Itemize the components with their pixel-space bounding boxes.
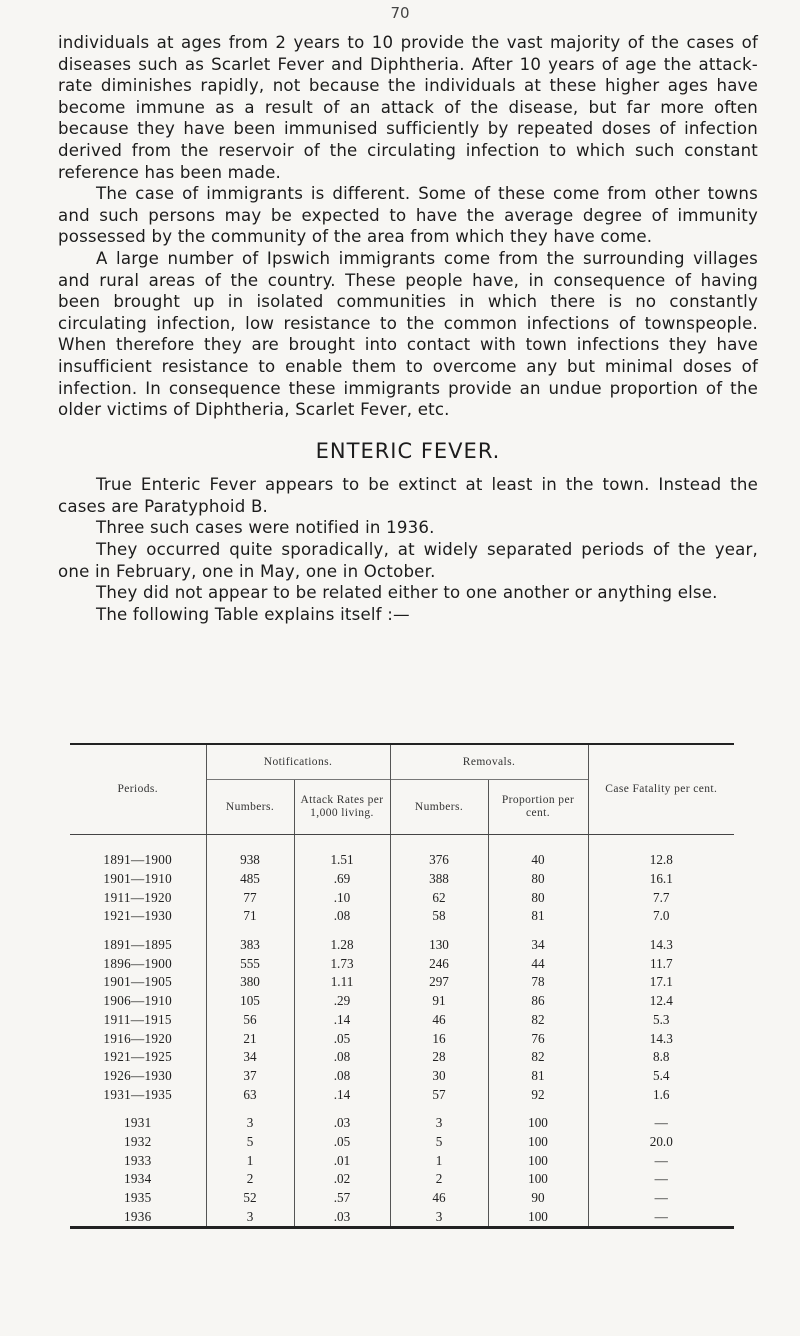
paragraph: A large number of Ipswich immigrants come from the surrounding villages and rural areas of the country. These people have, in consequence of having been brought up in isolated communities in which there is no constantly circulating infection, low resistance to the common infections of townspeople. When therefore they are brought into contact with town infections they have insufficient resistance to enable them to overcome any but minimal doses of infection. In consequence these immigrants provide an undue proportion of the older victims of Diphtheria, Scarlet Fever, etc. bbox=[58, 248, 758, 420]
removals-cell: 376 bbox=[390, 851, 488, 870]
attack-rate-cell: .14 bbox=[294, 1011, 390, 1030]
case-fatality-cell: — bbox=[588, 1189, 734, 1208]
proportion-cell: 81 bbox=[488, 1067, 588, 1086]
period-cell: 1891—1895 bbox=[103, 937, 173, 953]
removals-cell: 5 bbox=[390, 1133, 488, 1152]
numbers-cell: 52 bbox=[206, 1189, 294, 1208]
paragraph: The following Table explains itself :— bbox=[96, 604, 410, 624]
table-row bbox=[70, 954, 734, 973]
proportion-cell: 80 bbox=[488, 870, 588, 889]
period-cell: 1936 bbox=[123, 1208, 152, 1224]
proportion-cell: 34 bbox=[488, 936, 588, 955]
period-cell: 1931 bbox=[123, 1115, 152, 1131]
removals-cell: 46 bbox=[390, 1011, 488, 1030]
attack-rate-cell: .29 bbox=[294, 992, 390, 1011]
table-row bbox=[70, 870, 734, 889]
numbers-cell: 77 bbox=[206, 888, 294, 907]
data-table bbox=[70, 745, 734, 1226]
removals-cell: 28 bbox=[390, 1048, 488, 1067]
case-fatality-cell: 5.3 bbox=[588, 1011, 734, 1030]
paragraph: They did not appear to be related either to one another or anything else. bbox=[96, 583, 718, 603]
case-fatality-cell: 7.7 bbox=[588, 888, 734, 907]
case-fatality-cell: 5.4 bbox=[588, 1067, 734, 1086]
period-cell: 1921—1930 bbox=[103, 908, 173, 924]
table-row bbox=[70, 1189, 734, 1208]
section-heading: ENTERIC FEVER. bbox=[315, 438, 501, 463]
period-cell: 1916—1920 bbox=[103, 1030, 173, 1046]
group-spacer bbox=[70, 926, 734, 936]
case-fatality-cell: 12.8 bbox=[588, 851, 734, 870]
case-fatality-cell: 8.8 bbox=[588, 1048, 734, 1067]
period-cell: 1926—1930 bbox=[103, 1067, 173, 1083]
numbers-cell: 383 bbox=[206, 936, 294, 955]
removals-cell: 246 bbox=[390, 954, 488, 973]
numbers-cell: 21 bbox=[206, 1029, 294, 1048]
period-cell: 1911—1920 bbox=[103, 889, 172, 905]
table-row bbox=[70, 1133, 734, 1152]
numbers-cell: 105 bbox=[206, 992, 294, 1011]
enteric-fever-table bbox=[70, 743, 734, 1229]
proportion-cell: 40 bbox=[488, 851, 588, 870]
period-cell: 1911—1915 bbox=[103, 1011, 172, 1027]
table-row bbox=[70, 907, 734, 926]
period-cell: 1891—1900 bbox=[103, 852, 173, 868]
removals-cell: 2 bbox=[390, 1170, 488, 1189]
period-cell: 1931—1935 bbox=[103, 1086, 173, 1102]
period-cell: 1901—1905 bbox=[103, 974, 173, 990]
proportion-cell: 82 bbox=[488, 1011, 588, 1030]
removals-cell: 62 bbox=[390, 888, 488, 907]
table-row bbox=[70, 1114, 734, 1133]
case-fatality-cell: — bbox=[588, 1207, 734, 1226]
notification-numbers-header: Numbers. bbox=[206, 780, 294, 835]
removals-cell: 297 bbox=[390, 973, 488, 992]
numbers-cell: 1 bbox=[206, 1151, 294, 1170]
table-row bbox=[70, 851, 734, 870]
removals-cell: 30 bbox=[390, 1067, 488, 1086]
proportion-cell: 82 bbox=[488, 1048, 588, 1067]
removals-cell: 3 bbox=[390, 1207, 488, 1226]
case-fatality-cell: — bbox=[588, 1151, 734, 1170]
paragraph: They occurred quite sporadically, at widely separated periods of the year, one in February, one in May, one in October. bbox=[58, 540, 758, 581]
proportion-cell: 80 bbox=[488, 888, 588, 907]
proportion-cell: 92 bbox=[488, 1085, 588, 1104]
numbers-cell: 34 bbox=[206, 1048, 294, 1067]
removal-numbers-header: Numbers. bbox=[390, 780, 488, 835]
notifications-header: Notifications. bbox=[206, 745, 390, 780]
paragraph: Three such cases were notified in 1936. bbox=[96, 518, 435, 538]
numbers-cell: 56 bbox=[206, 1011, 294, 1030]
attack-rate-cell: .05 bbox=[294, 1029, 390, 1048]
proportion-header: Proportion per cent. bbox=[488, 780, 588, 835]
removals-header: Removals. bbox=[390, 745, 588, 780]
case-fatality-cell: 14.3 bbox=[588, 936, 734, 955]
attack-rate-cell: .05 bbox=[294, 1133, 390, 1152]
attack-rate-cell: .57 bbox=[294, 1189, 390, 1208]
group-spacer bbox=[70, 1104, 734, 1114]
attack-rate-cell: .08 bbox=[294, 1067, 390, 1086]
numbers-cell: 485 bbox=[206, 870, 294, 889]
attack-rate-cell: .01 bbox=[294, 1151, 390, 1170]
removals-cell: 57 bbox=[390, 1085, 488, 1104]
table-row bbox=[70, 1011, 734, 1030]
attack-rate-cell: .10 bbox=[294, 888, 390, 907]
removals-cell: 388 bbox=[390, 870, 488, 889]
removals-cell: 91 bbox=[390, 992, 488, 1011]
period-cell: 1932 bbox=[123, 1133, 152, 1149]
proportion-cell: 100 bbox=[488, 1170, 588, 1189]
proportion-cell: 100 bbox=[488, 1207, 588, 1226]
attack-rate-cell: .14 bbox=[294, 1085, 390, 1104]
table-row bbox=[70, 1170, 734, 1189]
period-cell: 1934 bbox=[123, 1171, 152, 1187]
removals-cell: 58 bbox=[390, 907, 488, 926]
case-fatality-cell: — bbox=[588, 1170, 734, 1189]
period-cell: 1933 bbox=[123, 1152, 152, 1168]
case-fatality-cell: — bbox=[588, 1114, 734, 1133]
proportion-cell: 100 bbox=[488, 1114, 588, 1133]
proportion-cell: 86 bbox=[488, 992, 588, 1011]
attack-rate-cell: .02 bbox=[294, 1170, 390, 1189]
table-row bbox=[70, 992, 734, 1011]
attack-rate-cell: 1.28 bbox=[294, 936, 390, 955]
attack-rates-header: Attack Rates per 1,000 living. bbox=[294, 780, 390, 835]
numbers-cell: 71 bbox=[206, 907, 294, 926]
period-cell: 1935 bbox=[123, 1190, 152, 1206]
attack-rate-cell: .08 bbox=[294, 907, 390, 926]
case-fatality-cell: 11.7 bbox=[588, 954, 734, 973]
group-spacer bbox=[70, 835, 734, 852]
case-fatality-header: Case Fatality per cent. bbox=[588, 745, 734, 835]
table-row bbox=[70, 1067, 734, 1086]
table-row bbox=[70, 936, 734, 955]
numbers-cell: 938 bbox=[206, 851, 294, 870]
table-row bbox=[70, 1151, 734, 1170]
proportion-cell: 100 bbox=[488, 1151, 588, 1170]
case-fatality-cell: 16.1 bbox=[588, 870, 734, 889]
case-fatality-cell: 1.6 bbox=[588, 1085, 734, 1104]
proportion-cell: 78 bbox=[488, 973, 588, 992]
attack-rate-cell: .03 bbox=[294, 1207, 390, 1226]
paragraph: True Enteric Fever appears to be extinct at least in the town. Instead the cases are Paratyphoid B. bbox=[58, 475, 758, 516]
case-fatality-cell: 14.3 bbox=[588, 1029, 734, 1048]
removals-cell: 1 bbox=[390, 1151, 488, 1170]
numbers-cell: 555 bbox=[206, 954, 294, 973]
numbers-cell: 2 bbox=[206, 1170, 294, 1189]
numbers-cell: 63 bbox=[206, 1085, 294, 1104]
case-fatality-cell: 7.0 bbox=[588, 907, 734, 926]
period-cell: 1906—1910 bbox=[103, 993, 173, 1009]
table-row bbox=[70, 973, 734, 992]
case-fatality-cell: 20.0 bbox=[588, 1133, 734, 1152]
attack-rate-cell: .03 bbox=[294, 1114, 390, 1133]
attack-rate-cell: 1.73 bbox=[294, 954, 390, 973]
numbers-cell: 3 bbox=[206, 1114, 294, 1133]
numbers-cell: 37 bbox=[206, 1067, 294, 1086]
proportion-cell: 76 bbox=[488, 1029, 588, 1048]
table-row bbox=[70, 1085, 734, 1104]
case-fatality-cell: 17.1 bbox=[588, 973, 734, 992]
proportion-cell: 100 bbox=[488, 1133, 588, 1152]
periods-header: Periods. bbox=[70, 745, 206, 835]
case-fatality-cell: 12.4 bbox=[588, 992, 734, 1011]
paragraph: individuals at ages from 2 years to 10 provide the vast majority of the cases of diseases such as Scarlet Fever and Diphtheria. After 10 years of age the attack-rate diminishes rapidly, not because the individuals at these higher ages have become immune as a result of an attack of the disease, but far more often because they have been immunised sufficiently by repeated doses of infection derived from the reservoir of the circulating infection to which such constant reference has been made. bbox=[58, 33, 758, 182]
removals-cell: 3 bbox=[390, 1114, 488, 1133]
removals-cell: 46 bbox=[390, 1189, 488, 1208]
table-row bbox=[70, 1029, 734, 1048]
attack-rate-cell: .69 bbox=[294, 870, 390, 889]
page-number: 70 bbox=[390, 4, 410, 22]
numbers-cell: 3 bbox=[206, 1207, 294, 1226]
numbers-cell: 5 bbox=[206, 1133, 294, 1152]
attack-rate-cell: .08 bbox=[294, 1048, 390, 1067]
table-row bbox=[70, 888, 734, 907]
attack-rate-cell: 1.51 bbox=[294, 851, 390, 870]
paragraph: The case of immigrants is different. Some of these come from other towns and such persons may be expected to have the average degree of immunity possessed by the community of the area from which they have come. bbox=[58, 184, 758, 247]
body-text bbox=[58, 32, 758, 625]
table-row bbox=[70, 1207, 734, 1226]
period-cell: 1896—1900 bbox=[103, 955, 173, 971]
table-frame bbox=[70, 743, 734, 1229]
numbers-cell: 380 bbox=[206, 973, 294, 992]
table-row bbox=[70, 1048, 734, 1067]
proportion-cell: 81 bbox=[488, 907, 588, 926]
proportion-cell: 90 bbox=[488, 1189, 588, 1208]
removals-cell: 130 bbox=[390, 936, 488, 955]
removals-cell: 16 bbox=[390, 1029, 488, 1048]
attack-rate-cell: 1.11 bbox=[294, 973, 390, 992]
period-cell: 1921—1925 bbox=[103, 1049, 173, 1065]
table-body bbox=[70, 835, 734, 1227]
period-cell: 1901—1910 bbox=[103, 871, 173, 887]
proportion-cell: 44 bbox=[488, 954, 588, 973]
